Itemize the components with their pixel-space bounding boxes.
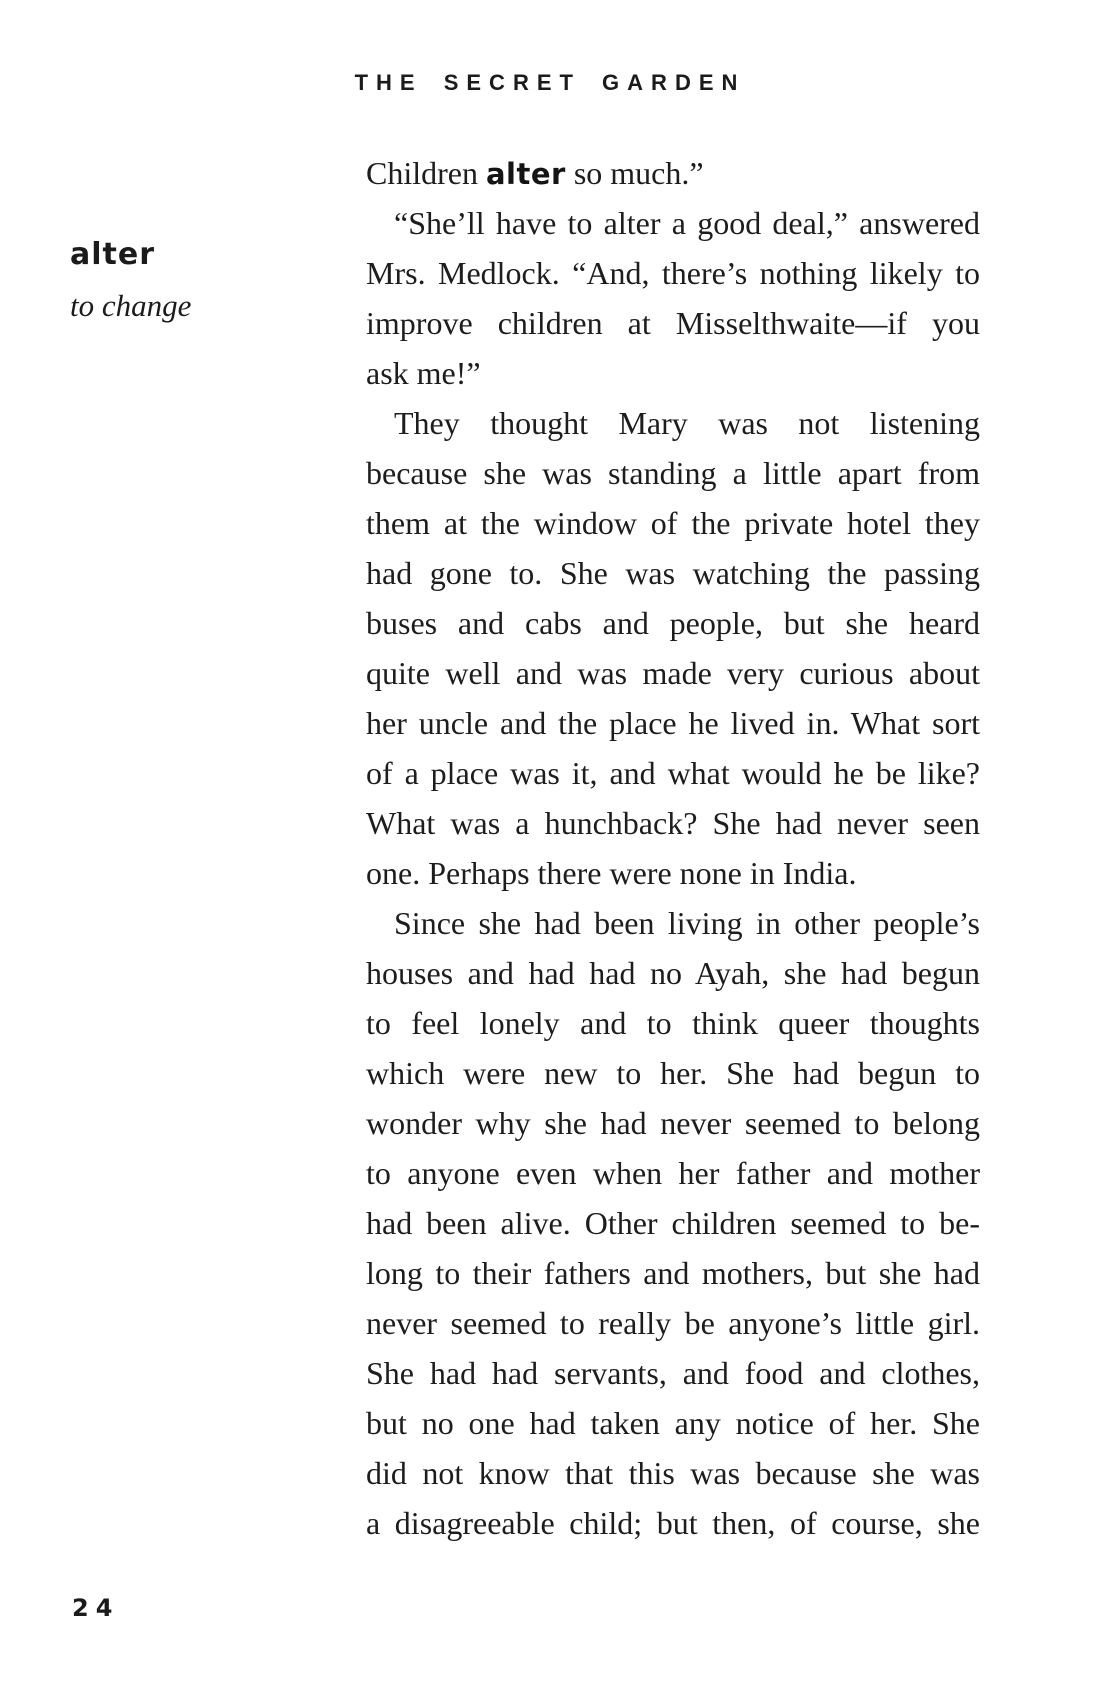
- page-number: 24: [72, 1594, 120, 1622]
- body-line: long to their fathers and mothers, but she had: [366, 1255, 980, 1291]
- body-line: which were new to her. She had begun to: [366, 1055, 980, 1091]
- body-line-text: so much.”: [565, 155, 704, 191]
- body-line: to feel lonely and to think queer thoughts: [366, 1005, 980, 1041]
- body-line: did not know that this was because she was: [366, 1455, 980, 1491]
- body-line: her uncle and the place he lived in. What sort: [366, 705, 980, 741]
- body-line: improve children at Misselthwaite—if you: [366, 305, 980, 341]
- body-text-column: [366, 148, 980, 1548]
- body-line: of a place was it, and what would he be like?: [366, 755, 980, 791]
- vocabulary-definition: to change: [70, 288, 192, 323]
- body-line: but no one had taken any notice of her. She: [366, 1405, 980, 1441]
- body-line: had been alive. Other children seemed to be-: [366, 1205, 980, 1241]
- body-line: “She’ll have to alter a good deal,” answered: [394, 205, 980, 241]
- body-line: houses and had had no Ayah, she had begun: [366, 955, 980, 991]
- body-line: Mrs. Medlock. “And, there’s nothing likely to: [366, 255, 980, 291]
- body-line: one. Perhaps there were none in India.: [366, 855, 857, 891]
- body-line: had gone to. She was watching the passing: [366, 555, 980, 591]
- body-line: What was a hunchback? She had never seen: [366, 805, 980, 841]
- vocabulary-margin-note: [70, 238, 310, 323]
- body-line: them at the window of the private hotel they: [366, 505, 980, 541]
- body-line: [366, 148, 980, 198]
- body-line: wonder why she had never seemed to belong: [366, 1105, 980, 1141]
- running-header: THE SECRET GARDEN: [354, 70, 746, 95]
- body-line-text: Children: [366, 155, 486, 191]
- vocabulary-term: alter: [70, 237, 156, 272]
- highlighted-vocabulary-word: alter: [485, 157, 566, 191]
- body-line: Since she had been living in other people’s: [394, 905, 980, 941]
- body-line: to anyone even when her father and mother: [366, 1155, 980, 1191]
- body-line: quite well and was made very curious about: [366, 655, 980, 691]
- body-line: because she was standing a little apart from: [366, 455, 980, 491]
- body-line: never seemed to really be anyone’s little girl.: [366, 1305, 980, 1341]
- body-line: a disagreeable child; but then, of course, she: [366, 1505, 980, 1541]
- body-line: buses and cabs and people, but she heard: [366, 605, 980, 641]
- body-line: ask me!”: [366, 355, 481, 391]
- body-line: She had had servants, and food and clothes,: [366, 1355, 980, 1391]
- body-line: They thought Mary was not listening: [394, 405, 980, 441]
